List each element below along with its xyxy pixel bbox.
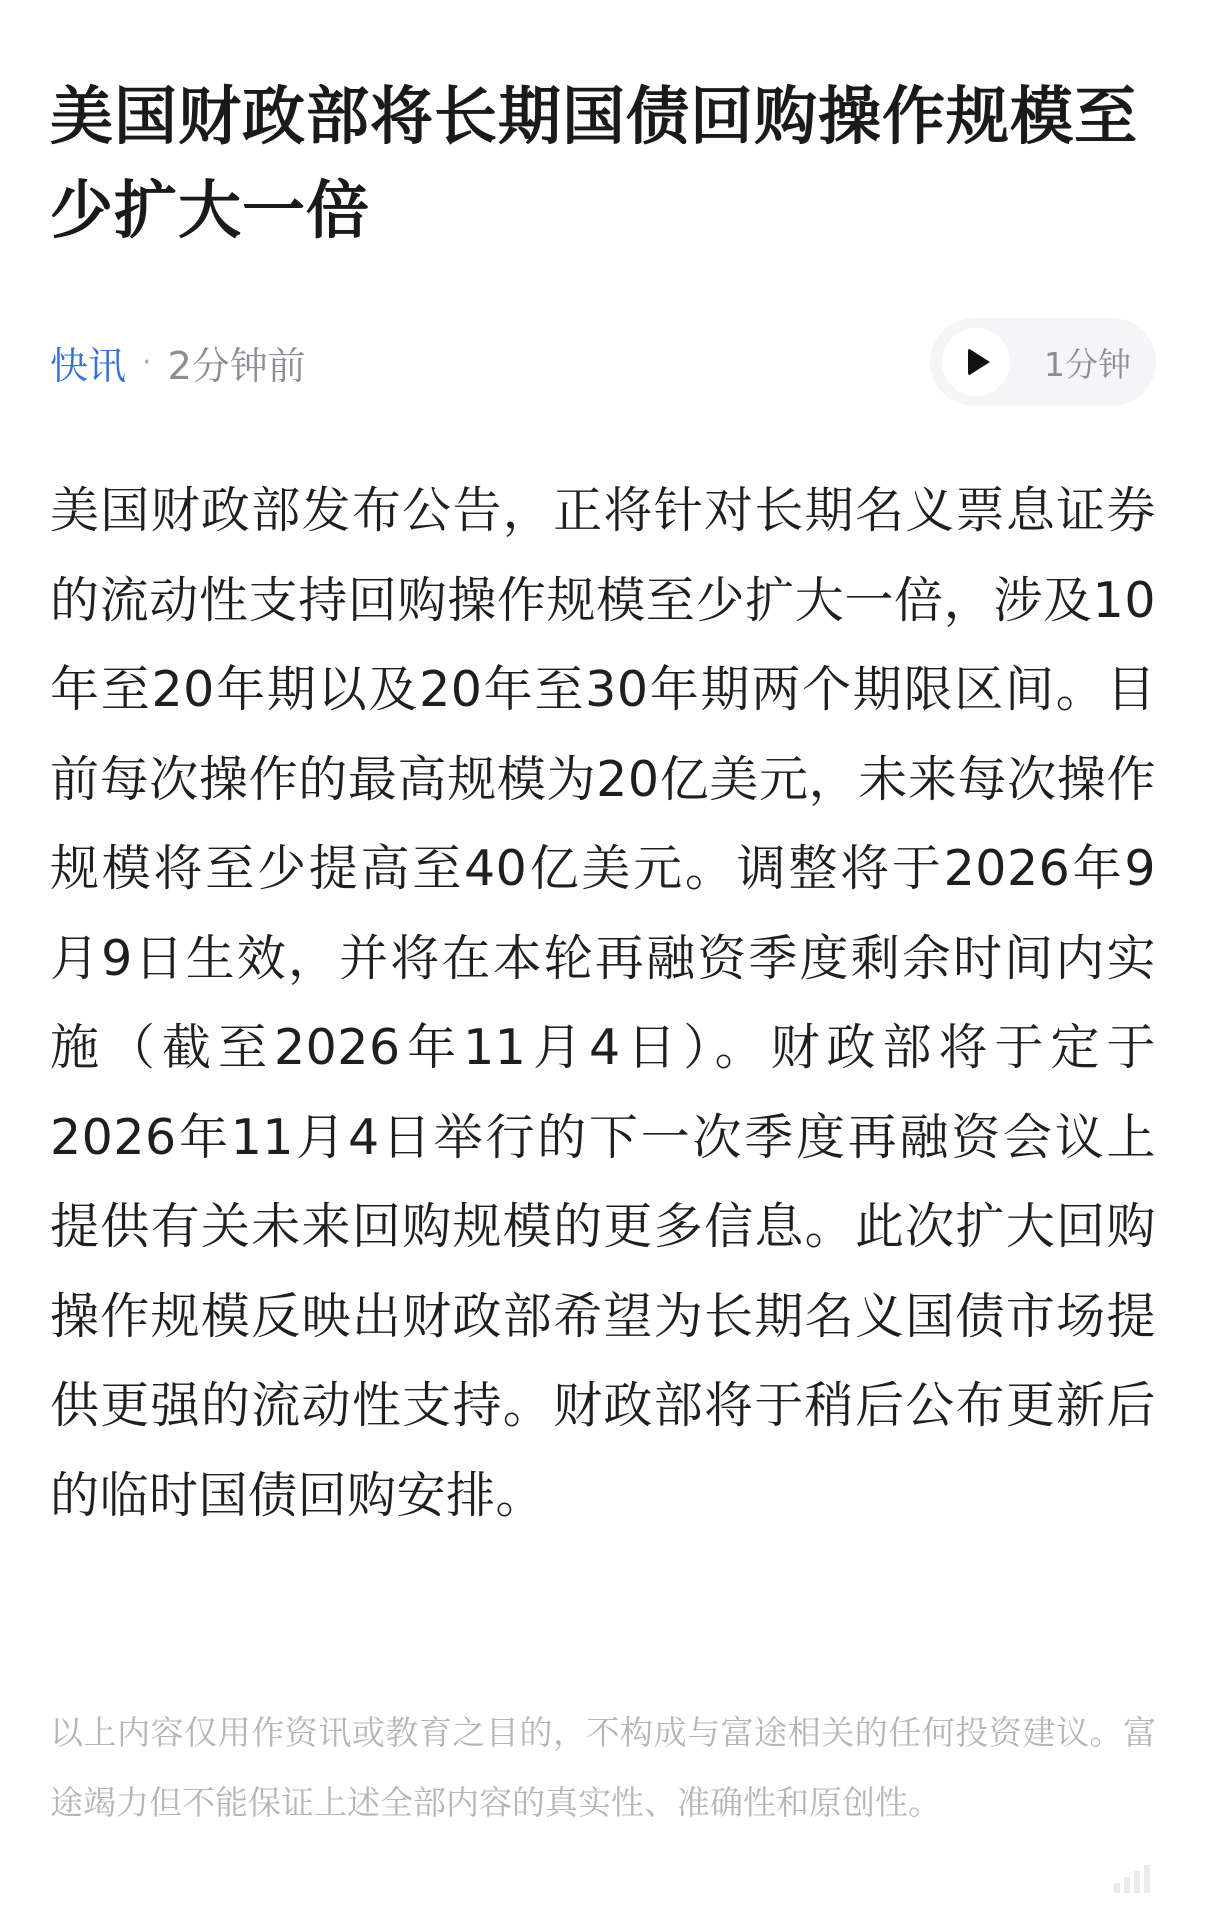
play-icon (968, 348, 990, 376)
article-meta-row (50, 318, 1156, 406)
audio-duration: 1分钟 (1044, 344, 1131, 384)
play-button-circle[interactable] (942, 328, 1010, 396)
category-link[interactable]: 快讯 (50, 343, 127, 388)
article-title: 美国财政部将长期国债回购操作规模至少扩大一倍 (50, 80, 1138, 247)
article-meta (50, 335, 306, 390)
disclaimer-text: 以上内容仅用作资讯或教育之目的，不构成与富途相关的任何投资建议。富途竭力但不能保证上述全部内容的真实性、准确性和原创性。 (50, 1713, 1156, 1822)
article-body: 美国财政部发布公告，正将针对长期名义票息证券的流动性支持回购操作规模至少扩大一倍，涉及10年至20年期以及20年至30年期两个期限区间。目前每次操作的最高规模为20亿美元，未来每次操作规模将至少提高至40亿美元。调整将于2026年9月9日生效，并将在本轮再融资季度剩余时间内实施（截至2026年11月4日）。财政部将于定于2026年11月4日举行的下一次季度再融资会议上提供有关未来回购规模的更多信息。此次扩大回购操作规模反映出财政部希望为长期名义国债市场提供更强的流动性支持。财政部将于稍后公布更新后的临时国债回购安排。 (50, 482, 1156, 1524)
watermark-icon (1114, 1863, 1174, 1893)
audio-play-button[interactable] (930, 318, 1156, 406)
publish-time: 2分钟前 (167, 343, 306, 388)
meta-separator: · (142, 344, 152, 380)
